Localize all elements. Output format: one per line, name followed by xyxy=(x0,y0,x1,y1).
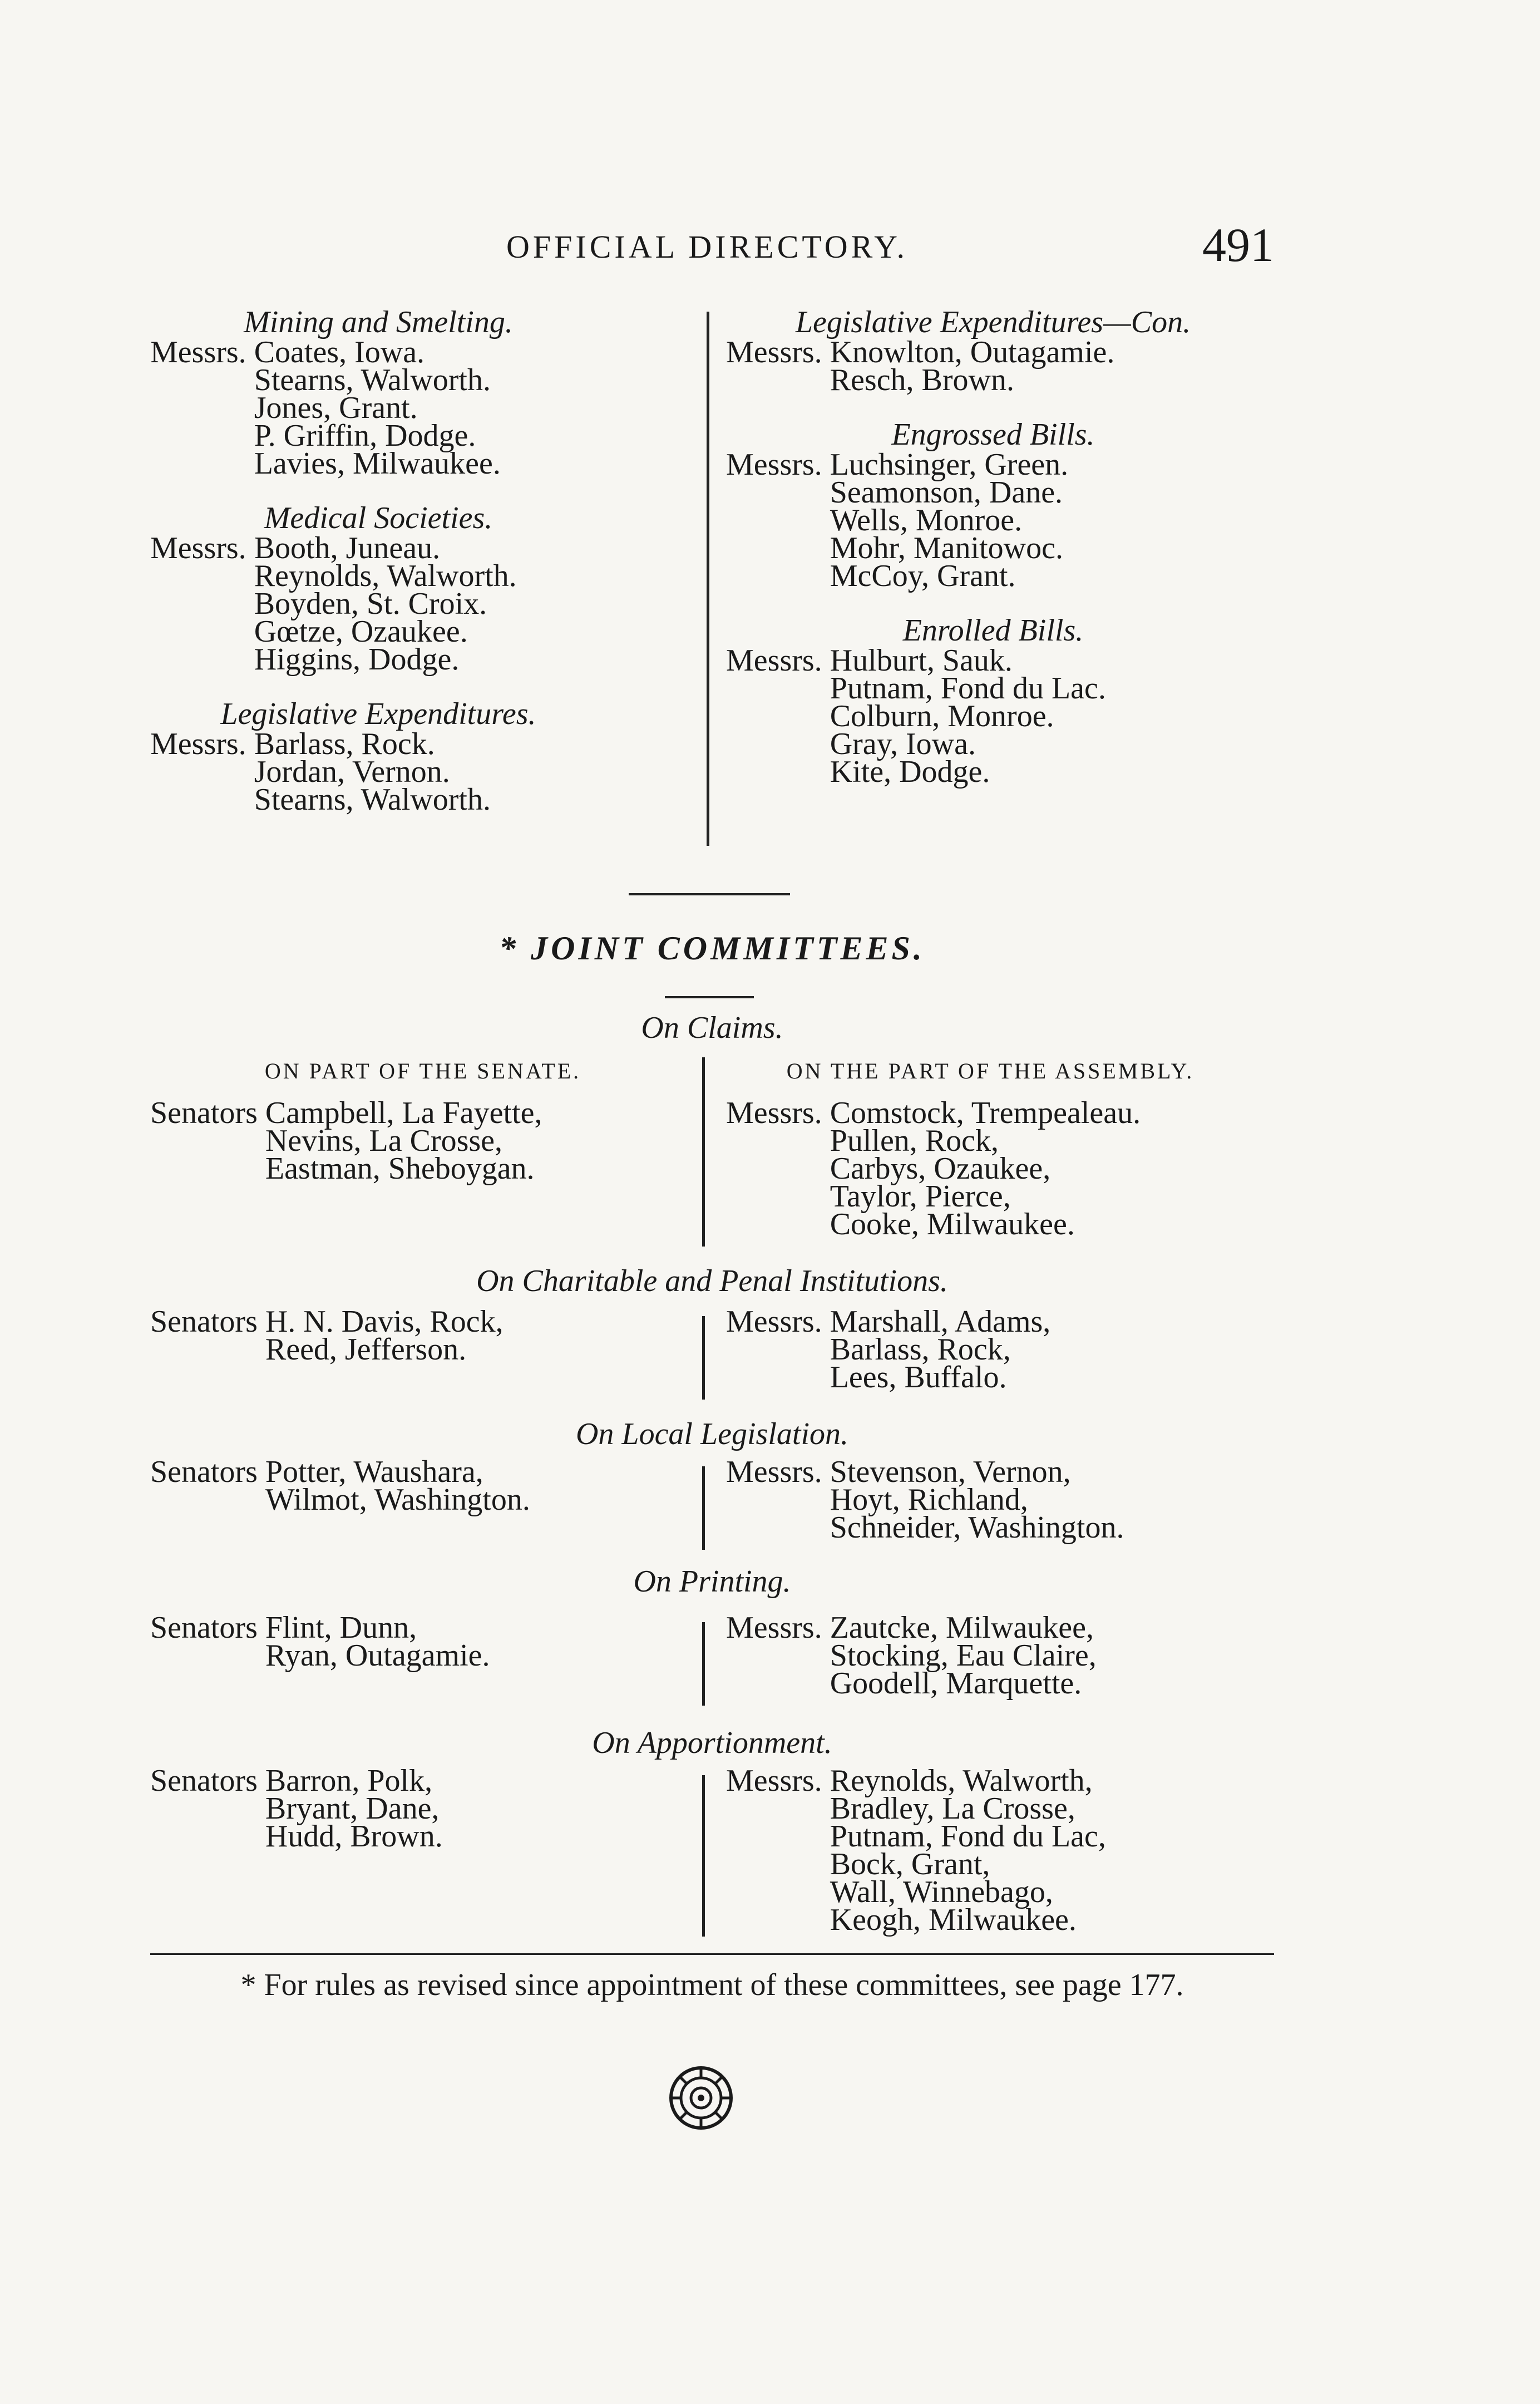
member-name: Bryant, Dane, xyxy=(265,1791,440,1826)
member-name: Lavies, Milwaukee. xyxy=(254,446,501,481)
member-entry xyxy=(150,727,606,817)
committee-heading: Enrolled Bills. xyxy=(902,613,1084,648)
member-name: Eastman, Sheboygan. xyxy=(265,1151,535,1186)
member-lead: Senators xyxy=(150,1304,258,1339)
assembly-members xyxy=(726,1455,1260,1545)
member-name: Taylor, Pierce, xyxy=(830,1179,1011,1214)
top-right-column xyxy=(726,305,1260,789)
member-name: Knowlton, Outagamie. xyxy=(830,335,1115,370)
member-name: Higgins, Dodge. xyxy=(254,642,460,677)
committee-heading: Engrossed Bills. xyxy=(891,417,1095,452)
assembly-column-label: ON THE PART OF THE ASSEMBLY. xyxy=(786,1058,1195,1083)
column-divider xyxy=(702,1057,705,1247)
assembly-members xyxy=(726,1610,1260,1701)
member-lead: Messrs. xyxy=(726,1304,822,1339)
member-name: Marshall, Adams, xyxy=(830,1304,1051,1339)
member-lead: Messrs. xyxy=(726,447,822,482)
assembly-members xyxy=(726,1304,1260,1395)
page-number: 491 xyxy=(1202,218,1274,272)
member-name: Gœtze, Ozaukee. xyxy=(254,614,468,649)
member-name: Nevins, La Crosse, xyxy=(265,1124,503,1158)
column-divider xyxy=(702,1466,705,1550)
member-lead: Messrs. xyxy=(726,1610,822,1645)
committee-block xyxy=(150,501,606,677)
assembly-members xyxy=(726,1763,1260,1937)
member-name: Kite, Dodge. xyxy=(830,755,990,789)
member-name: Potter, Waushara, xyxy=(265,1455,483,1489)
committee-heading: On Charitable and Penal Institutions. xyxy=(476,1264,948,1298)
member-name: Resch, Brown. xyxy=(830,363,1014,397)
member-name: Jordan, Vernon. xyxy=(254,755,450,789)
member-lead: Messrs. xyxy=(726,643,822,678)
member-name: Putnam, Fond du Lac, xyxy=(830,1819,1106,1854)
member-name: Flint, Dunn, xyxy=(265,1610,417,1645)
senate-members xyxy=(150,1096,684,1186)
member-name: Hulburt, Sauk. xyxy=(830,643,1013,678)
committee-block xyxy=(726,305,1260,397)
member-name: Stearns, Walworth. xyxy=(254,782,491,817)
member-name: Stocking, Eau Claire, xyxy=(830,1638,1097,1673)
member-name: Wall, Winnebago, xyxy=(830,1875,1053,1909)
member-name: Lees, Buffalo. xyxy=(830,1360,1007,1395)
member-name: Wells, Monroe. xyxy=(830,503,1023,538)
joint-committees-title: * JOINT COMMITTEES. xyxy=(499,930,925,967)
member-name: Stearns, Walworth. xyxy=(254,363,491,397)
member-lead: Messrs. xyxy=(150,335,246,370)
senate-members xyxy=(150,1763,684,1854)
section-rule xyxy=(629,893,790,895)
running-head xyxy=(150,217,1274,278)
member-name: Luchsinger, Green. xyxy=(830,447,1069,482)
member-name: Barron, Polk, xyxy=(265,1763,433,1798)
senate-members xyxy=(150,1304,684,1367)
member-entry xyxy=(726,643,1260,789)
member-name: P. Griffin, Dodge. xyxy=(254,418,476,453)
member-name: Gray, Iowa. xyxy=(830,727,976,761)
member-name: Reed, Jefferson. xyxy=(265,1332,467,1367)
top-left-column xyxy=(150,305,606,817)
member-name: Pullen, Rock, xyxy=(830,1124,999,1158)
section-rule xyxy=(665,996,754,998)
member-name: Jones, Grant. xyxy=(254,391,418,425)
member-entry xyxy=(150,335,606,481)
committee-block xyxy=(150,305,606,481)
rosette-ornament-icon xyxy=(668,2065,734,2131)
committee-heading: On Printing. xyxy=(633,1564,791,1599)
member-name: McCoy, Grant. xyxy=(830,559,1016,593)
member-name: H. N. Davis, Rock, xyxy=(265,1304,504,1339)
member-name: Putnam, Fond du Lac. xyxy=(830,671,1106,706)
member-name: Comstock, Trempealeau. xyxy=(830,1096,1141,1130)
committee-block xyxy=(726,613,1260,789)
member-name: Goodell, Marquette. xyxy=(830,1666,1082,1701)
member-name: Coates, Iowa. xyxy=(254,335,425,370)
member-lead: Senators xyxy=(150,1763,258,1798)
senate-column-label: ON PART OF THE SENATE. xyxy=(264,1058,581,1083)
member-lead: Senators xyxy=(150,1096,258,1130)
footnote: * For rules as revised since appointment of these committees, see page 177. xyxy=(240,1968,1184,2002)
member-name: Campbell, La Fayette, xyxy=(265,1096,542,1130)
committee-heading: On Local Legislation. xyxy=(575,1417,849,1451)
member-name: Mohr, Manitowoc. xyxy=(830,531,1063,565)
member-name: Hudd, Brown. xyxy=(265,1819,443,1854)
column-divider xyxy=(702,1622,705,1706)
senate-members xyxy=(150,1455,684,1517)
committee-heading: Mining and Smelting. xyxy=(244,305,513,339)
member-name: Hoyt, Richland, xyxy=(830,1482,1028,1517)
senate-members xyxy=(150,1610,684,1673)
member-lead: Messrs. xyxy=(726,335,822,370)
member-lead: Senators xyxy=(150,1610,258,1645)
member-lead: Messrs. xyxy=(726,1455,822,1489)
member-name: Reynolds, Walworth. xyxy=(254,559,517,593)
member-entry xyxy=(726,335,1260,397)
member-name: Barlass, Rock. xyxy=(254,727,435,761)
member-name: Colburn, Monroe. xyxy=(830,699,1054,733)
member-entry xyxy=(726,447,1260,593)
footnote-rule xyxy=(150,1953,1274,1955)
committee-heading: Legislative Expenditures. xyxy=(220,697,536,731)
committee-block xyxy=(726,417,1260,593)
column-divider xyxy=(707,312,709,846)
committee-heading: On Apportionment. xyxy=(592,1726,832,1760)
member-name: Schneider, Washington. xyxy=(830,1510,1124,1545)
member-lead: Messrs. xyxy=(150,531,246,565)
assembly-members xyxy=(726,1096,1260,1242)
column-divider xyxy=(702,1316,705,1400)
committee-block xyxy=(150,697,606,817)
member-name: Carbys, Ozaukee, xyxy=(830,1151,1051,1186)
member-name: Bradley, La Crosse, xyxy=(830,1791,1075,1826)
member-name: Cooke, Milwaukee. xyxy=(830,1207,1075,1242)
member-name: Ryan, Outagamie. xyxy=(265,1638,490,1673)
member-lead: Messrs. xyxy=(726,1763,822,1798)
column-divider xyxy=(702,1775,705,1937)
member-name: Bock, Grant, xyxy=(830,1847,990,1881)
member-lead: Messrs. xyxy=(150,727,246,761)
member-name: Barlass, Rock, xyxy=(830,1332,1011,1367)
member-name: Stevenson, Vernon, xyxy=(830,1455,1071,1489)
member-name: Boyden, St. Croix. xyxy=(254,587,487,621)
committee-heading: On Claims. xyxy=(641,1011,783,1045)
committee-heading: Medical Societies. xyxy=(264,501,493,535)
member-name: Zautcke, Milwaukee, xyxy=(830,1610,1094,1645)
page-title: OFFICIAL DIRECTORY. xyxy=(506,229,909,265)
committee-heading: Legislative Expenditures—Con. xyxy=(795,305,1191,339)
member-lead: Senators xyxy=(150,1455,258,1489)
member-entry xyxy=(150,531,606,677)
member-name: Wilmot, Washington. xyxy=(265,1482,530,1517)
member-name: Booth, Juneau. xyxy=(254,531,441,565)
member-name: Keogh, Milwaukee. xyxy=(830,1903,1077,1937)
member-lead: Messrs. xyxy=(726,1096,822,1130)
member-name: Seamonson, Dane. xyxy=(830,475,1063,510)
member-name: Reynolds, Walworth, xyxy=(830,1763,1093,1798)
